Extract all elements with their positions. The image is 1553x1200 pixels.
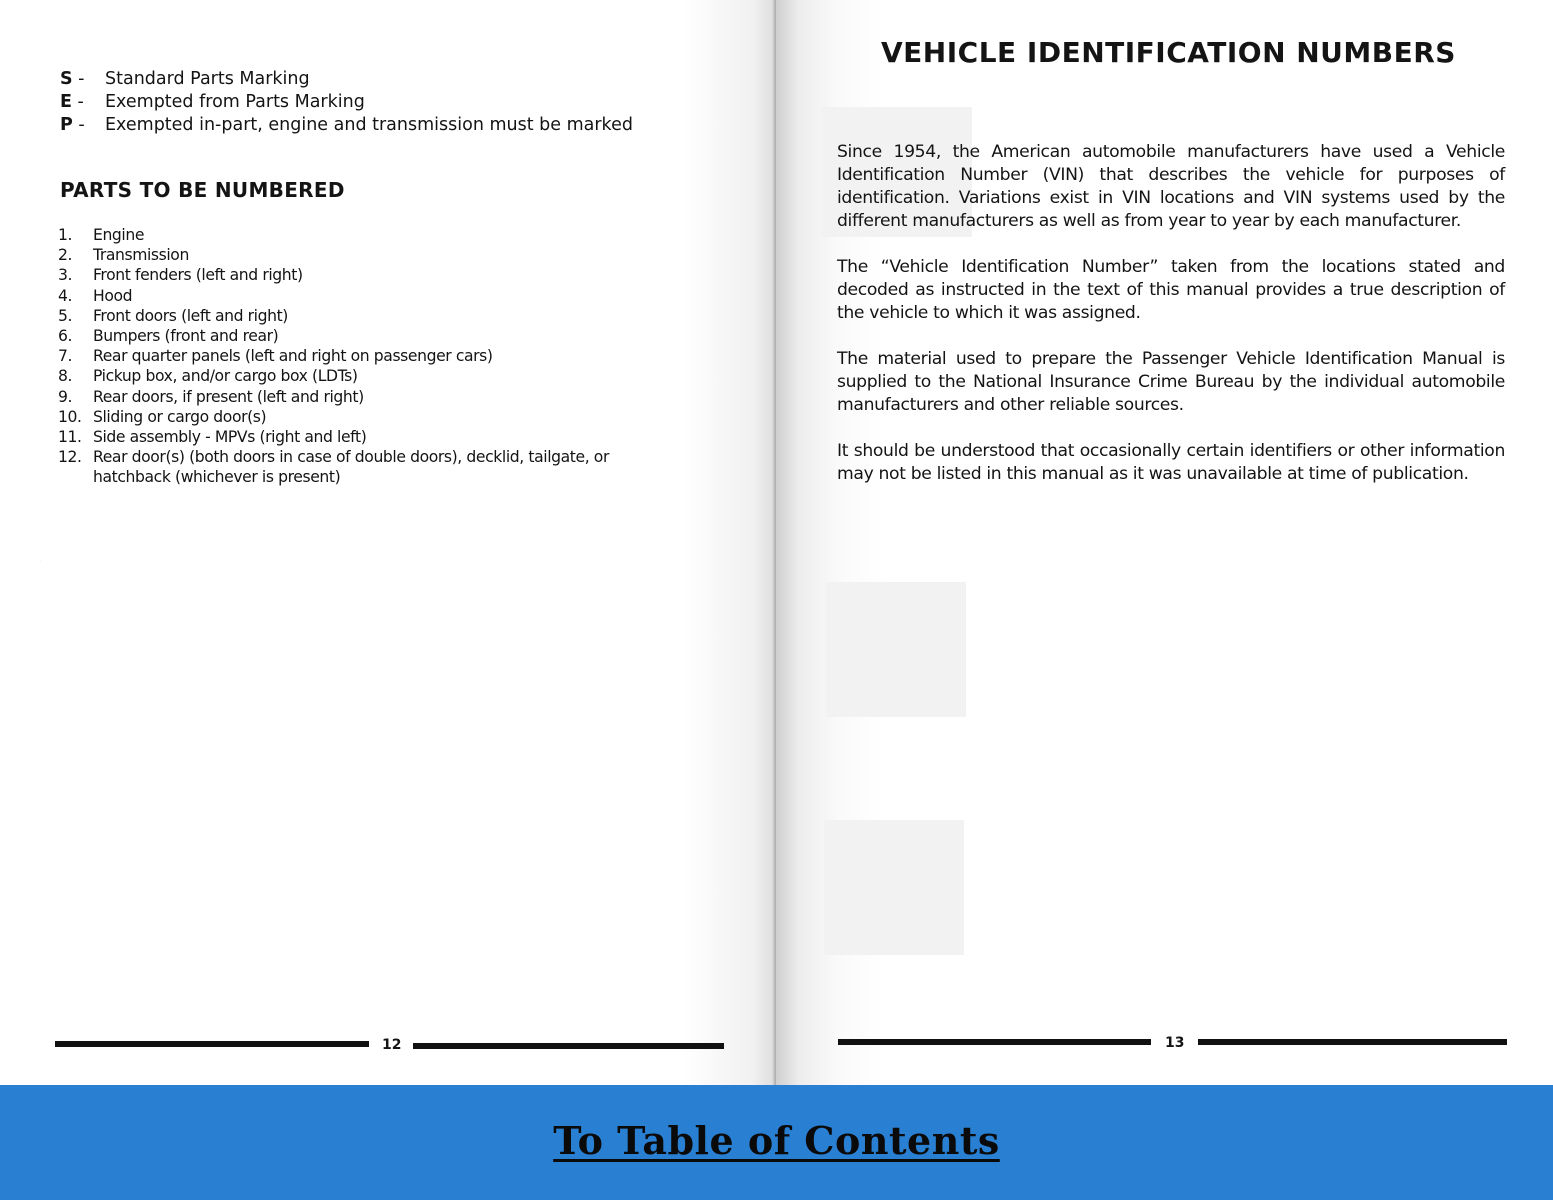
legend-row: P - Exempted in-part, engine and transmission must be marked: [60, 115, 633, 135]
list-item: [58, 366, 658, 386]
list-item: [58, 326, 658, 346]
item-number: 7.: [58, 347, 73, 366]
legend-label: Exempted in-part, engine and transmission must be marked: [105, 115, 633, 135]
bleed-through-shadow: [40, 560, 41, 561]
item-number: 2.: [58, 246, 73, 265]
item-text: Hood: [93, 286, 133, 305]
page-number: 13: [1165, 1035, 1185, 1051]
item-text: Pickup box, and/or cargo box (LDTs): [93, 367, 358, 386]
paragraph: The material used to prepare the Passenger Vehicle Identification Manual is supplied to the National Insurance Crime Bureau by the individual automobile manufacturers and other reliable sources.: [837, 349, 1505, 415]
item-text: Rear doors, if present (left and right): [93, 387, 364, 406]
item-number: 1.: [58, 226, 73, 244]
legend-label: Exempted from Parts Marking: [105, 92, 365, 112]
list-item: [58, 306, 658, 326]
list-item: [58, 265, 658, 285]
body-text: [837, 141, 1505, 509]
item-text: Bumpers (front and rear): [93, 327, 279, 346]
item-text: Side assembly - MPVs (right and left): [93, 428, 367, 447]
list-item: [58, 387, 658, 407]
list-item: [58, 407, 658, 427]
item-number: 12.: [58, 448, 82, 467]
item-text: Front fenders (left and right): [93, 266, 303, 285]
legend-row: E - Exempted from Parts Marking: [60, 92, 365, 112]
item-number: 10.: [58, 407, 82, 426]
list-item: [58, 447, 658, 487]
list-item: [58, 346, 658, 366]
marking-legend: [60, 68, 633, 137]
table-of-contents-link[interactable]: To Table of Contents: [553, 1118, 1000, 1163]
item-number: 5.: [58, 306, 73, 325]
parts-list: [58, 225, 658, 488]
page-number: 12: [382, 1037, 402, 1053]
legend-row: S - Standard Parts Marking: [60, 69, 310, 89]
item-text: Sliding or cargo door(s): [93, 407, 267, 426]
paragraph: Since 1954, the American automobile manufacturers have used a Vehicle Identification Number (VIN) that describes the vehicle for purposes of identification. Variations exist in VIN locations and VIN systems used by the different manufacturers as well as from year to year by each manufacturer.: [837, 142, 1505, 231]
legend-code: S: [60, 69, 73, 89]
item-text: Engine: [93, 226, 145, 244]
item-text: Rear quarter panels (left and right on passenger cars): [93, 347, 493, 366]
item-number: 8.: [58, 367, 73, 386]
item-number: 3.: [58, 266, 73, 285]
list-item: [58, 286, 658, 306]
item-number: 11.: [58, 428, 82, 447]
footer-rule-left: [55, 1041, 369, 1047]
item-text: Rear door(s) (both doors in case of double doors), decklid, tailgate, or hatchback (whichever is present): [93, 448, 609, 487]
legend-code: E: [60, 92, 72, 112]
page-title: VEHICLE IDENTIFICATION NUMBERS: [881, 36, 1456, 69]
footer-rule-right: [1198, 1039, 1507, 1045]
item-text: Front doors (left and right): [93, 306, 288, 325]
item-number: 4.: [58, 286, 73, 305]
list-item: [58, 245, 658, 265]
legend-code: P: [60, 115, 73, 135]
paragraph: It should be understood that occasionally certain identifiers or other information may not be listed in this manual as it was unavailable at time of publication.: [837, 441, 1505, 484]
list-item: [58, 427, 658, 447]
left-page: [0, 0, 776, 1085]
item-number: 6.: [58, 327, 73, 346]
item-text: Transmission: [93, 246, 189, 265]
item-number: 9.: [58, 387, 73, 406]
footer-rule-right: [413, 1043, 724, 1049]
paragraph: The “Vehicle Identification Number” taken from the locations stated and decoded as instructed in the text of this manual provides a true description of the vehicle to which it was assigned.: [837, 257, 1505, 323]
list-item: [58, 225, 658, 245]
bleed-through-shadow: [826, 582, 966, 717]
footer-rule-left: [838, 1039, 1151, 1045]
parts-heading: PARTS TO BE NUMBERED: [60, 178, 345, 202]
legend-label: Standard Parts Marking: [105, 69, 310, 89]
bleed-through-shadow: [824, 820, 964, 955]
